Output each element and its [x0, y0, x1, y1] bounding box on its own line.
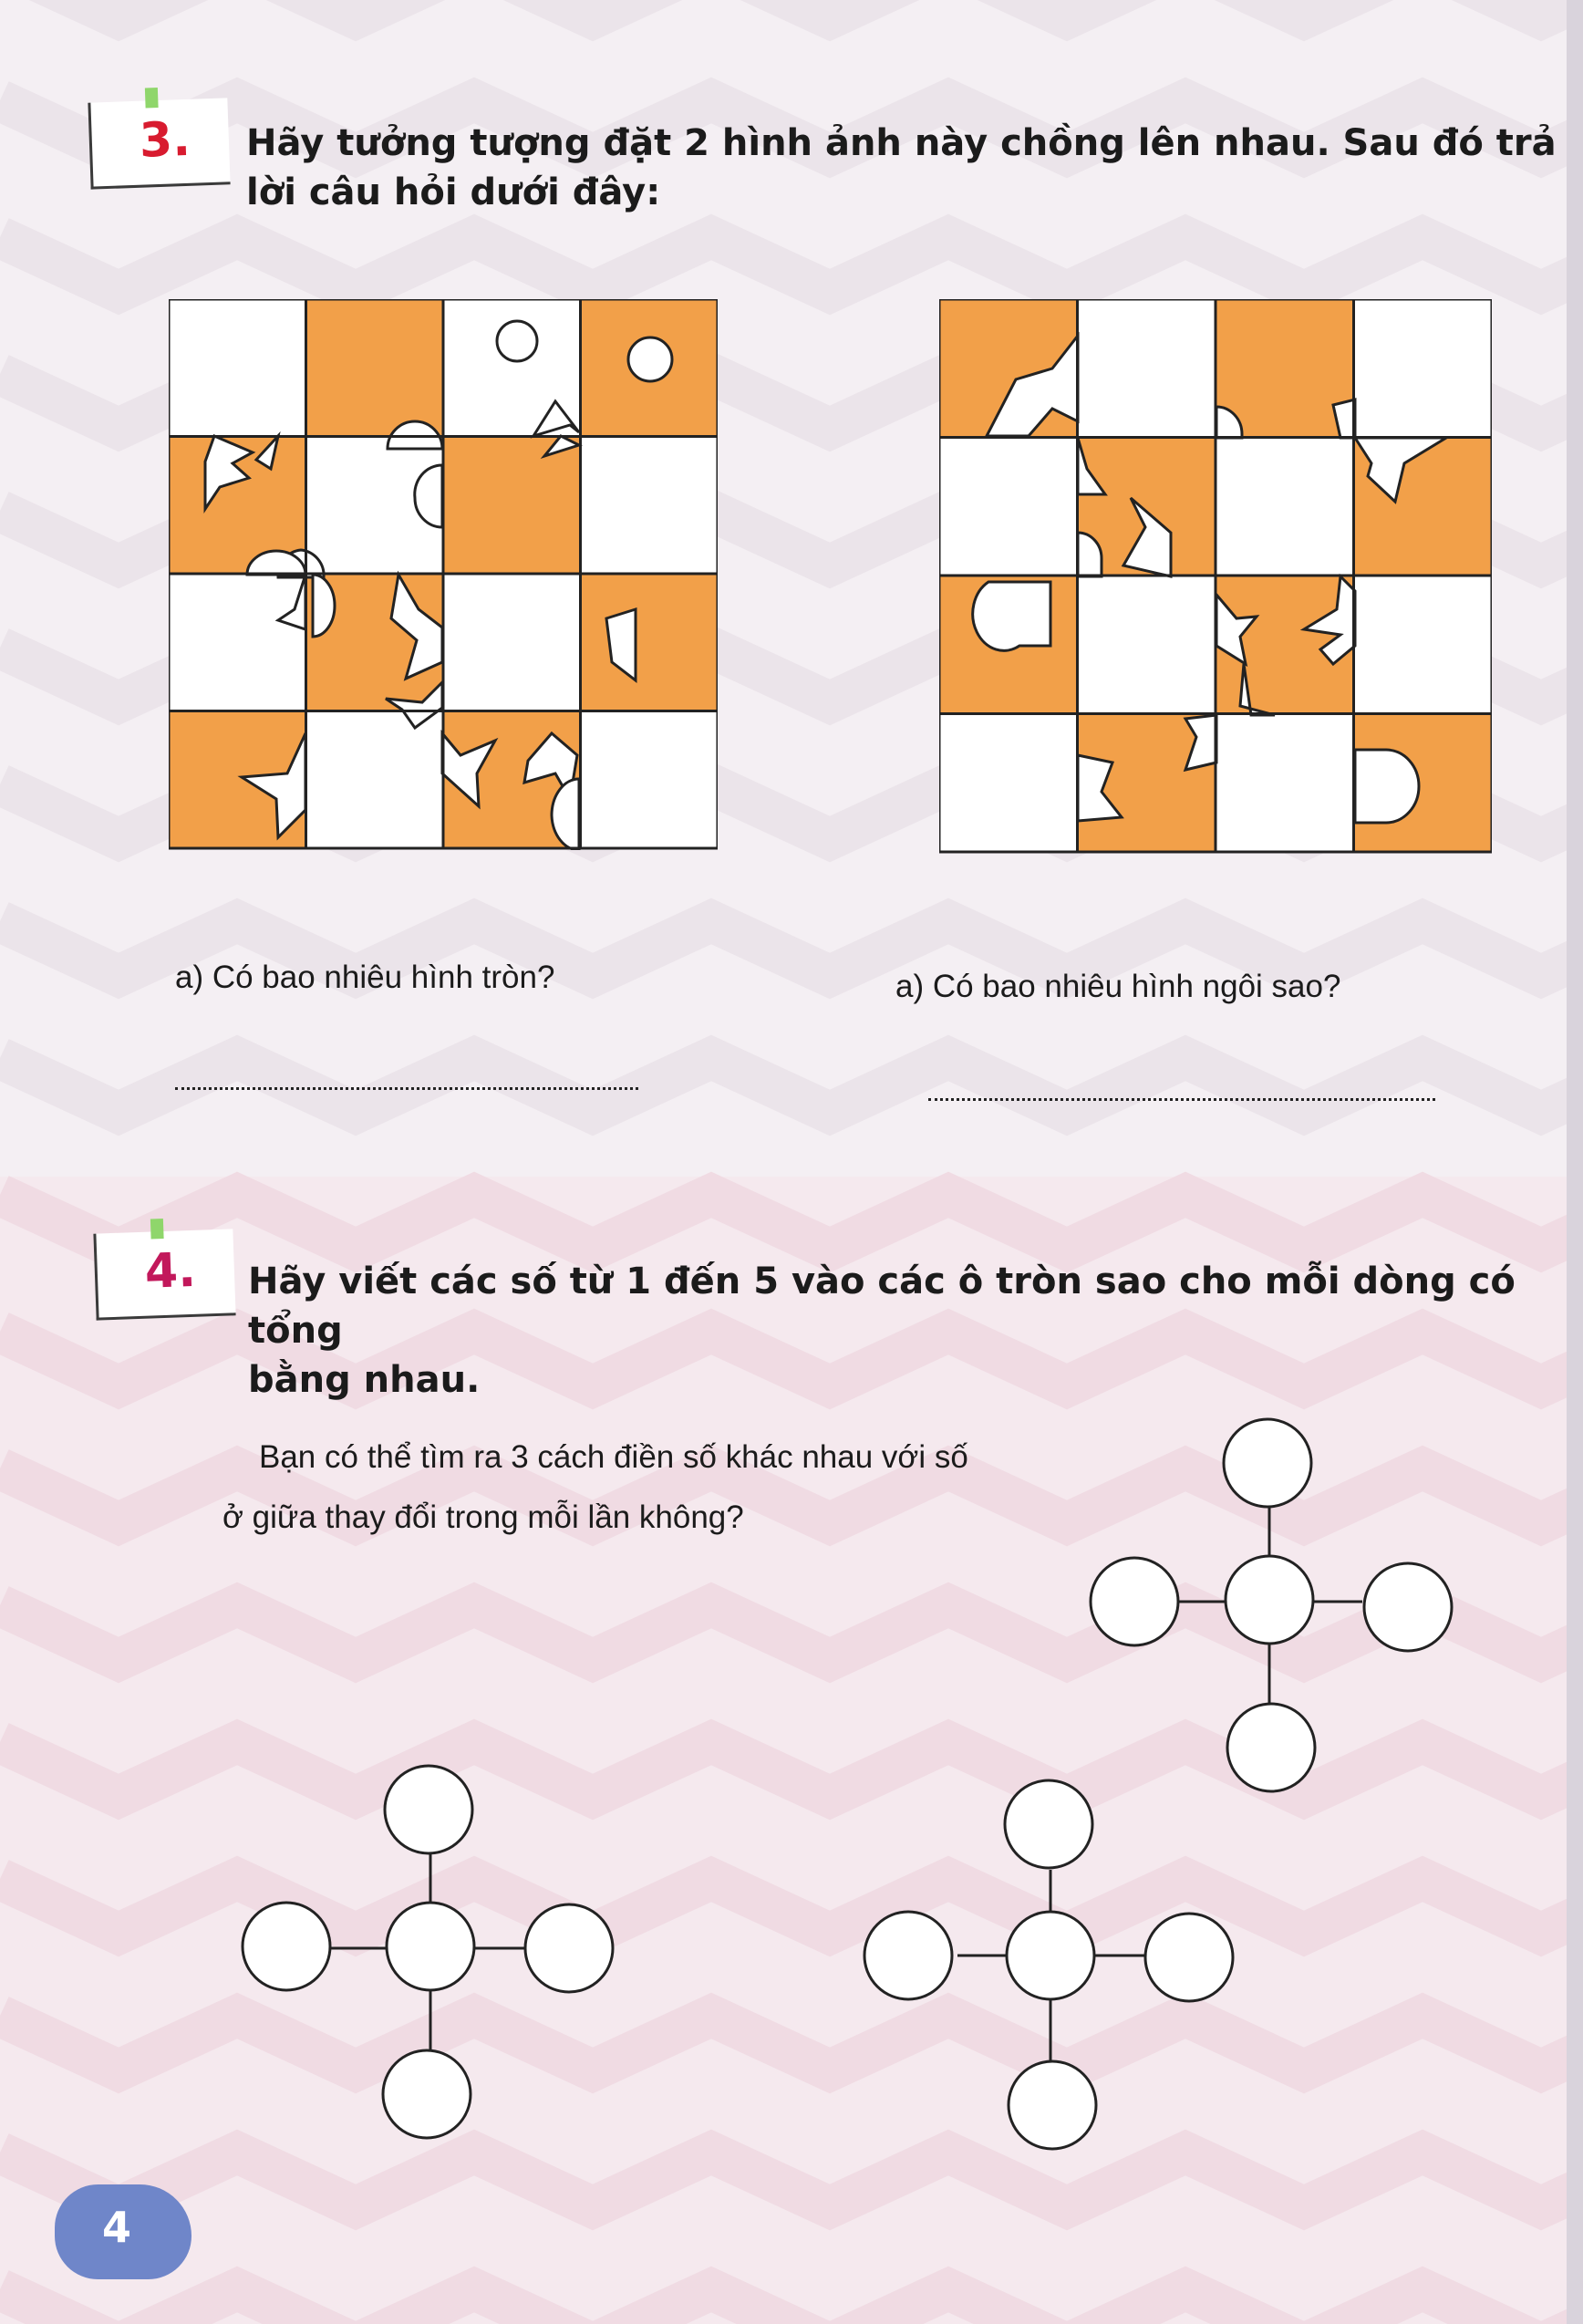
- orange-cell: [306, 299, 444, 437]
- white-cell: [1078, 576, 1216, 714]
- question-4-title: [248, 1257, 1583, 1405]
- half-circle-shape: [1355, 750, 1419, 823]
- question-3-title: [246, 119, 1557, 217]
- white-cell: [1078, 299, 1216, 438]
- answer-circle-center[interactable]: [1007, 1912, 1094, 1999]
- question-4-hint-line-1: Bạn có thể tìm ra 3 cách điền số khác nhau với số: [259, 1439, 968, 1475]
- puzzle-grid-right: [939, 299, 1492, 854]
- page-number: 4: [102, 2203, 132, 2252]
- answer-circle-top[interactable]: [1005, 1780, 1092, 1868]
- question-4-number: 4.: [143, 1242, 197, 1300]
- white-cell: [581, 711, 719, 849]
- question-4-title-line-2: bằng nhau.: [248, 1359, 481, 1401]
- zigzag-stripe: [0, 2289, 1583, 2324]
- white-cell: [169, 574, 306, 711]
- puzzle-grid-left: [169, 299, 718, 850]
- question-3-stars-prompt: a) Có bao nhiêu hình ngôi sao?: [895, 969, 1341, 1004]
- answer-circle-left[interactable]: [243, 1903, 330, 1990]
- zigzag-stripe: [0, 0, 1583, 18]
- circle-cross-diagram-1: [1076, 1414, 1477, 1797]
- zigzag-stripe: [0, 237, 1583, 292]
- orange-cell: [443, 437, 581, 575]
- answer-circle-left[interactable]: [864, 1912, 952, 1999]
- white-cell: [581, 437, 719, 575]
- answer-circle-left[interactable]: [1091, 1558, 1178, 1645]
- answer-circle-bottom[interactable]: [383, 2050, 471, 2138]
- answer-circle-right[interactable]: [1145, 1914, 1233, 2001]
- circle-shape: [497, 321, 537, 361]
- answer-circle-bottom[interactable]: [1009, 2061, 1096, 2149]
- answer-line-stars[interactable]: [928, 1098, 1435, 1101]
- zigzag-stripe: [0, 1058, 1583, 1113]
- question-3-title-line-2: lời câu hỏi dưới đây:: [246, 171, 661, 213]
- answer-circle-right[interactable]: [1364, 1563, 1452, 1651]
- question-4-hint-line-2: ở giữa thay đổi trong mỗi lần không?: [222, 1499, 744, 1535]
- half-circle-shape: [973, 582, 1050, 650]
- green-tab: [145, 88, 159, 108]
- circle-cross-diagram-2: [228, 1760, 629, 2153]
- question-3-circles-prompt: a) Có bao nhiêu hình tròn?: [175, 960, 555, 995]
- answer-circle-top[interactable]: [385, 1766, 472, 1853]
- white-cell: [1216, 438, 1354, 576]
- white-cell: [939, 714, 1078, 853]
- green-tab: [150, 1219, 164, 1239]
- question-4-title-line-1: Hãy viết các số từ 1 đến 5 vào các ô tròn sao cho mỗi dòng có tổng: [248, 1261, 1516, 1352]
- circle-shape: [628, 337, 672, 381]
- orange-cell: [581, 574, 719, 711]
- question-3-number: 3.: [138, 111, 191, 169]
- white-cell: [169, 299, 306, 437]
- question-3-title-line-1: Hãy tưởng tượng đặt 2 hình ảnh này chồng lên nhau. Sau đó trả: [246, 122, 1557, 164]
- question-4-number-card: [93, 1229, 235, 1320]
- answer-circle-center[interactable]: [1226, 1556, 1313, 1644]
- answer-line-circles[interactable]: [175, 1087, 638, 1090]
- page-number-badge: [55, 2184, 191, 2279]
- white-cell: [443, 574, 581, 711]
- white-cell: [306, 711, 444, 849]
- circle-cross-diagram-3: [855, 1779, 1257, 2162]
- white-cell: [1354, 576, 1493, 714]
- question-3-number-card: [88, 98, 230, 189]
- answer-circle-top[interactable]: [1224, 1419, 1311, 1507]
- white-cell: [939, 438, 1078, 576]
- zigzag-stripe: [0, 2153, 1583, 2207]
- answer-circle-right[interactable]: [525, 1904, 613, 1992]
- white-cell: [1354, 299, 1493, 438]
- zigzag-stripe: [0, 1195, 1583, 1250]
- page-edge: [1567, 0, 1583, 2324]
- white-cell: [1216, 714, 1354, 853]
- answer-circle-center[interactable]: [387, 1903, 474, 1990]
